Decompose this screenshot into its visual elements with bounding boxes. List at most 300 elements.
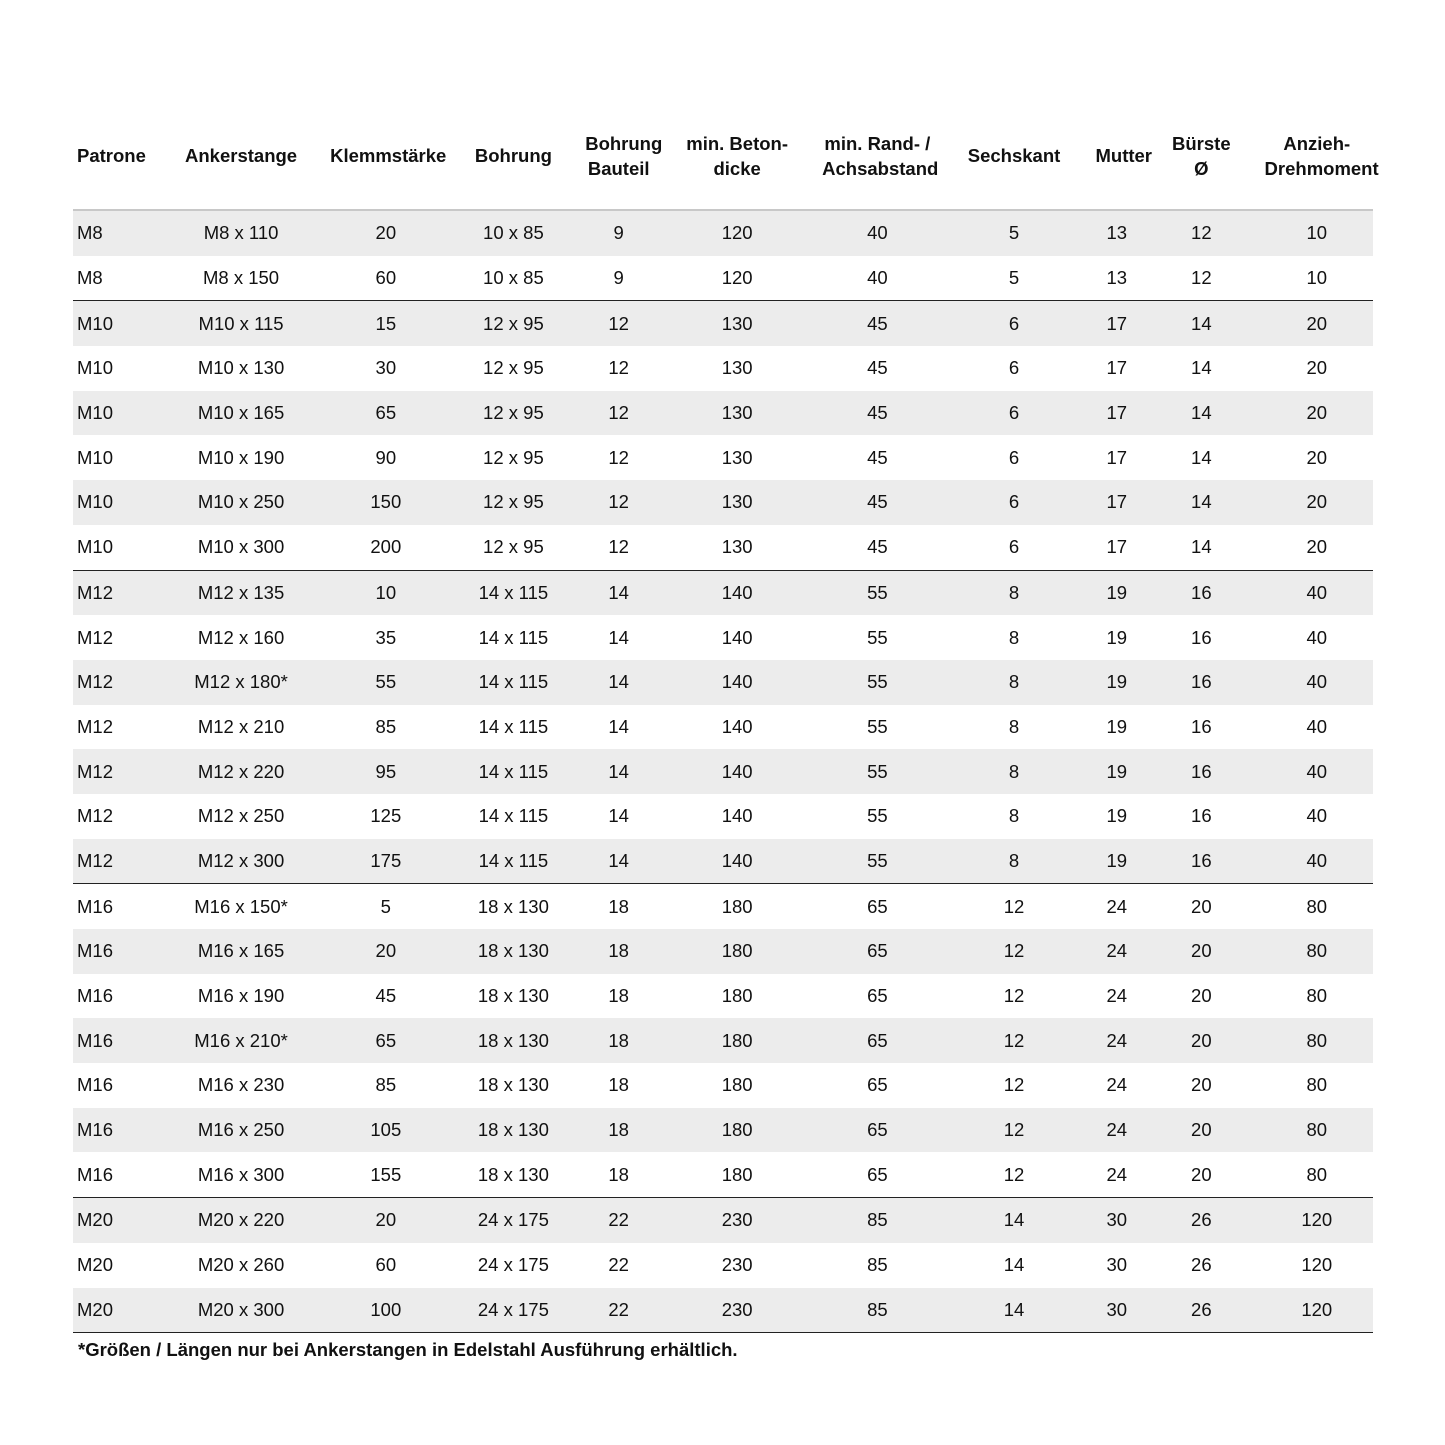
table-cell-anziehdrehmoment: 20 [1306,446,1328,468]
table-cell-patrone: M12 [73,749,156,794]
column-header-anziehdrehmoment [1261,102,1379,210]
table-cell-min-betondicke: 180 [721,895,753,917]
table-cell-anziehdrehmoment: 80 [1306,985,1328,1007]
column-header-line: Bauteil [587,157,650,179]
table-cell-bohrung: 14 x 115 [446,749,582,794]
table-cell-klemmstaerke: 5 [380,895,391,917]
table-cell-ankerstange: M20 x 260 [197,1254,285,1276]
table-cell-patrone: M20 [77,1254,113,1276]
footnote: *Größen / Längen nur bei Ankerstangen in Edelstahl Ausführung erhältlich. [78,1339,738,1360]
table-cell-mutter: 17 [1091,301,1142,346]
table-cell-bohrung-bauteil: 22 [581,1288,656,1333]
table-cell-bohrung-bauteil: 12 [581,480,656,525]
table-cell-anziehdrehmoment: 80 [1261,1018,1373,1063]
table-cell-min-betondicke: 180 [721,1074,753,1096]
table-cell-bohrung: 18 x 130 [477,1074,549,1096]
table-row [73,1063,1373,1108]
table-cell-patrone: M12 [77,805,113,827]
table-cell-min-betondicke: 230 [656,1288,818,1333]
table-cell-anziehdrehmoment: 20 [1261,525,1373,570]
table-cell-min-rand-achsabstand: 45 [867,357,888,379]
table-cell-ankerstange: M20 x 300 [156,1288,326,1333]
table-cell-buerste: 16 [1142,749,1260,794]
table-row [73,210,1373,256]
table-cell-klemmstaerke: 65 [326,391,445,436]
table-cell-min-rand-achsabstand: 85 [818,1198,936,1243]
table-cell-bohrung: 12 x 95 [446,391,582,436]
table-cell-patrone: M10 [73,480,156,525]
table-cell-ankerstange: M12 x 220 [156,749,326,794]
table-cell-bohrung-bauteil: 12 [581,525,656,570]
table-cell-buerste: 14 [1142,480,1260,525]
table-cell-sechskant: 6 [937,525,1092,570]
column-header-line: dicke [713,157,761,179]
table-cell-bohrung-bauteil: 9 [581,256,656,301]
table-cell-anziehdrehmoment: 40 [1261,660,1373,705]
table-cell-buerste: 16 [1191,626,1212,648]
column-header-line: Ø [1194,157,1209,179]
table-cell-ankerstange: M10 x 115 [156,301,326,346]
table-cell-klemmstaerke: 65 [326,1018,445,1063]
table-cell-min-rand-achsabstand: 55 [867,805,888,827]
table-cell-min-betondicke: 140 [656,839,818,884]
table-cell-ankerstange: M20 x 220 [156,1198,326,1243]
table-cell-bohrung: 24 x 175 [477,1254,549,1276]
table-cell-buerste: 26 [1142,1198,1260,1243]
table-cell-sechskant: 12 [937,1108,1092,1153]
table-cell-sechskant: 6 [937,301,1092,346]
table-cell-patrone: M20 [73,1288,156,1333]
table-cell-mutter: 24 [1091,1152,1142,1197]
table-cell-anziehdrehmoment: 80 [1306,1074,1328,1096]
table-cell-sechskant: 14 [937,1198,1092,1243]
table-row [73,256,1373,301]
column-header-line: min. Rand- / [824,132,931,154]
table-cell-patrone: M16 [73,1018,156,1063]
table-cell-mutter: 17 [1106,357,1128,379]
table-cell-klemmstaerke: 175 [326,839,445,884]
table-cell-klemmstaerke: 10 [326,570,445,615]
table-cell-bohrung: 18 x 130 [477,895,549,917]
table-cell-anziehdrehmoment: 40 [1261,749,1373,794]
table-cell-bohrung-bauteil: 12 [608,446,629,468]
table-cell-bohrung-bauteil: 22 [581,1198,656,1243]
table-cell-patrone: M12 [73,660,156,705]
table-cell-bohrung: 18 x 130 [446,1018,582,1063]
table-cell-bohrung: 10 x 85 [446,256,582,301]
table-cell-mutter: 19 [1091,660,1142,705]
table-row [73,435,1373,480]
table-cell-sechskant: 8 [1008,626,1020,648]
table-cell-klemmstaerke: 20 [326,1198,445,1243]
table-cell-sechskant: 12 [937,1152,1092,1197]
column-header-line: Drehmoment [1264,157,1379,179]
table-cell-anziehdrehmoment: 120 [1261,1288,1373,1333]
table-cell-ankerstange: M16 x 190 [197,985,285,1007]
table-cell-mutter: 19 [1091,749,1142,794]
table-cell-patrone: M16 [77,895,113,917]
table-cell-bohrung-bauteil: 18 [581,929,656,974]
table-cell-min-rand-achsabstand: 55 [867,715,888,737]
table-cell-mutter: 30 [1091,1288,1142,1333]
column-header-line: Anzieh- [1283,132,1351,154]
table-row [73,1288,1373,1333]
table-row [73,929,1373,974]
table-cell-anziehdrehmoment: 80 [1261,929,1373,974]
table-cell-klemmstaerke: 15 [326,301,445,346]
table-cell-min-betondicke: 180 [656,1018,818,1063]
table-cell-mutter: 24 [1106,1074,1128,1096]
table-cell-sechskant: 14 [1003,1254,1025,1276]
table-cell-min-betondicke: 140 [656,570,818,615]
table-cell-mutter: 17 [1091,480,1142,525]
table-cell-mutter: 19 [1106,626,1128,648]
table-cell-mutter: 19 [1091,570,1142,615]
table-cell-bohrung-bauteil: 14 [581,660,656,705]
table-cell-bohrung: 14 x 115 [478,805,549,827]
table-cell-sechskant: 12 [1003,1074,1025,1096]
table-cell-anziehdrehmoment: 120 [1301,1254,1333,1276]
table-cell-anziehdrehmoment: 10 [1261,210,1373,256]
column-header-line: Achsabstand [822,157,939,179]
table-cell-buerste: 14 [1142,301,1260,346]
table-header [73,102,1379,210]
table-cell-mutter: 24 [1091,1018,1142,1063]
table-cell-min-rand-achsabstand: 40 [818,256,936,301]
column-header-line: Patrone [77,145,146,166]
table-cell-min-rand-achsabstand: 65 [818,1152,936,1197]
table-cell-bohrung-bauteil: 18 [608,895,629,917]
table-cell-klemmstaerke: 20 [326,929,445,974]
table-cell-patrone: M16 [77,985,113,1007]
table-cell-min-rand-achsabstand: 55 [818,839,936,884]
table-row [73,839,1373,884]
table-row [73,884,1373,929]
column-header-min-betondicke [656,102,818,210]
table-cell-bohrung: 12 x 95 [446,301,582,346]
table-cell-anziehdrehmoment: 40 [1306,626,1328,648]
table-cell-buerste: 20 [1142,1108,1260,1153]
table-cell-bohrung: 12 x 95 [446,480,582,525]
table-cell-buerste: 20 [1142,929,1260,974]
table-cell-min-rand-achsabstand: 65 [818,1108,936,1153]
table-cell-min-rand-achsabstand: 40 [818,210,936,256]
table-cell-bohrung: 24 x 175 [446,1198,582,1243]
table-cell-bohrung-bauteil: 14 [581,839,656,884]
table-cell-bohrung-bauteil: 12 [581,301,656,346]
table-cell-patrone: M10 [73,391,156,436]
table-row [73,301,1373,346]
table-cell-bohrung-bauteil: 18 [581,1108,656,1153]
table-cell-min-rand-achsabstand: 45 [818,391,936,436]
table-body [73,210,1373,1333]
table-cell-bohrung: 18 x 130 [477,985,549,1007]
table-cell-bohrung-bauteil: 22 [608,1254,629,1276]
table-cell-min-betondicke: 130 [656,525,818,570]
table-cell-min-rand-achsabstand: 65 [867,985,888,1007]
table-cell-patrone: M20 [73,1198,156,1243]
column-header-buerste [1142,102,1260,210]
table-cell-klemmstaerke: 55 [326,660,445,705]
table-cell-sechskant: 6 [1008,357,1020,379]
table-cell-patrone: M16 [73,929,156,974]
table-cell-min-betondicke: 140 [656,749,818,794]
table-cell-sechskant: 8 [937,749,1092,794]
table-cell-mutter: 19 [1106,715,1128,737]
table-cell-ankerstange: M8 x 110 [156,210,326,256]
table-cell-ankerstange: M12 x 180* [156,660,326,705]
table-cell-min-rand-achsabstand: 55 [818,570,936,615]
table-cell-anziehdrehmoment: 80 [1306,895,1328,917]
table-row [73,1152,1373,1197]
table-cell-min-rand-achsabstand: 45 [818,480,936,525]
column-header-line: Sechskant [967,145,1061,166]
table-cell-klemmstaerke: 30 [375,357,397,379]
table-cell-buerste: 16 [1142,570,1260,615]
table-cell-bohrung-bauteil: 14 [608,805,629,827]
table-cell-ankerstange: M10 x 130 [197,357,285,379]
table-cell-mutter: 19 [1091,839,1142,884]
table-cell-bohrung: 10 x 85 [446,210,582,256]
table-row [73,1198,1373,1243]
column-header-sechskant [937,102,1092,210]
table-cell-buerste: 16 [1191,805,1212,827]
table-cell-min-rand-achsabstand: 65 [818,1018,936,1063]
column-header-line: Bohrung [474,145,552,166]
table-cell-ankerstange: M12 x 210 [197,715,285,737]
table-cell-mutter: 24 [1091,929,1142,974]
table-cell-klemmstaerke: 60 [375,1254,397,1276]
table-cell-bohrung: 18 x 130 [446,1152,582,1197]
table-cell-buerste: 20 [1142,1018,1260,1063]
table-cell-bohrung-bauteil: 14 [581,749,656,794]
table-cell-patrone: M10 [77,357,113,379]
table-cell-min-rand-achsabstand: 55 [818,749,936,794]
table-cell-min-betondicke: 180 [656,929,818,974]
table-cell-bohrung: 14 x 115 [446,839,582,884]
table-cell-bohrung: 14 x 115 [446,570,582,615]
table-cell-anziehdrehmoment: 40 [1261,839,1373,884]
table-cell-ankerstange: M16 x 230 [197,1074,285,1096]
table-row [73,749,1373,794]
column-header-line: Bürste [1172,132,1231,154]
table-cell-ankerstange: M10 x 165 [156,391,326,436]
column-header-line: Bohrung [585,132,663,154]
table-cell-anziehdrehmoment: 80 [1261,1152,1373,1197]
table-cell-anziehdrehmoment: 20 [1261,391,1373,436]
table-cell-sechskant: 8 [1008,805,1020,827]
header-row [73,102,1373,210]
table-cell-min-betondicke: 130 [656,301,818,346]
table-cell-bohrung-bauteil: 14 [608,715,629,737]
table-cell-bohrung-bauteil: 18 [581,1152,656,1197]
table-cell-bohrung: 18 x 130 [446,1108,582,1153]
table-cell-anziehdrehmoment: 10 [1261,256,1373,301]
table-cell-anziehdrehmoment: 120 [1261,1198,1373,1243]
table-cell-ankerstange: M16 x 150* [194,895,288,917]
table-cell-min-betondicke: 140 [721,805,753,827]
table-cell-ankerstange: M12 x 160 [197,626,285,648]
table-cell-bohrung-bauteil: 12 [608,357,629,379]
table-row [73,1018,1373,1063]
table-cell-klemmstaerke: 85 [375,715,397,737]
table-cell-ankerstange: M16 x 300 [156,1152,326,1197]
table-cell-bohrung: 14 x 115 [478,715,549,737]
table-cell-ankerstange: M16 x 250 [156,1108,326,1153]
table-cell-min-rand-achsabstand: 85 [818,1288,936,1333]
table-cell-sechskant: 5 [937,210,1092,256]
table-cell-buerste: 20 [1191,895,1212,917]
table-cell-ankerstange: M10 x 190 [197,446,285,468]
table-cell-min-rand-achsabstand: 85 [867,1254,888,1276]
column-header-bohrung [446,102,582,210]
table-cell-min-betondicke: 130 [721,446,753,468]
table-cell-klemmstaerke: 90 [375,446,397,468]
table-row [73,525,1373,570]
table-cell-anziehdrehmoment: 40 [1306,715,1328,737]
table-row [73,480,1373,525]
table-cell-buerste: 14 [1191,357,1212,379]
table-cell-min-rand-achsabstand: 55 [867,626,888,648]
table-cell-klemmstaerke: 125 [370,805,402,827]
table-cell-klemmstaerke: 105 [326,1108,445,1153]
anchor-spec-table [73,102,1379,1333]
table-cell-buerste: 12 [1142,210,1260,256]
table-cell-patrone: M8 [73,256,156,301]
table-cell-buerste: 20 [1191,1074,1212,1096]
table-cell-buerste: 14 [1191,446,1212,468]
table-cell-buerste: 16 [1191,715,1212,737]
table-cell-min-betondicke: 230 [721,1254,753,1276]
table-cell-sechskant: 6 [937,480,1092,525]
table-row [73,570,1373,615]
table-cell-klemmstaerke: 45 [375,985,397,1007]
table-cell-bohrung: 12 x 95 [483,446,544,468]
table-cell-klemmstaerke: 20 [326,210,445,256]
column-header-bohrung-bauteil [581,102,663,210]
table-cell-bohrung: 14 x 115 [446,660,582,705]
table-row [73,391,1373,436]
table-cell-buerste: 12 [1142,256,1260,301]
table-cell-anziehdrehmoment: 40 [1306,805,1328,827]
table-cell-anziehdrehmoment: 20 [1306,357,1328,379]
table-cell-mutter: 17 [1091,525,1142,570]
table-cell-patrone: M8 [73,210,156,256]
table-cell-sechskant: 8 [937,660,1092,705]
column-header-line: Mutter [1095,145,1153,166]
table-cell-sechskant: 8 [937,570,1092,615]
table-cell-klemmstaerke: 95 [326,749,445,794]
table-cell-patrone: M12 [77,715,113,737]
table-row [73,615,1373,660]
table-cell-klemmstaerke: 155 [326,1152,445,1197]
table-row [73,974,1373,1019]
table-cell-min-rand-achsabstand: 65 [818,929,936,974]
table-cell-patrone: M10 [73,525,156,570]
column-header-klemmstaerke [326,102,445,210]
table-cell-sechskant: 8 [937,839,1092,884]
table-cell-mutter: 17 [1106,446,1128,468]
table-cell-min-betondicke: 130 [656,391,818,436]
table-row [73,705,1373,750]
table-row [73,1108,1373,1153]
table-cell-mutter: 13 [1091,210,1142,256]
table-cell-mutter: 30 [1091,1198,1142,1243]
table-cell-min-betondicke: 180 [656,1152,818,1197]
table-cell-klemmstaerke: 200 [326,525,445,570]
table-cell-sechskant: 6 [1008,446,1020,468]
table-cell-buerste: 16 [1142,660,1260,705]
table-cell-patrone: M16 [77,1074,113,1096]
table-cell-anziehdrehmoment: 80 [1261,1108,1373,1153]
table-cell-buerste: 26 [1142,1288,1260,1333]
table-cell-min-rand-achsabstand: 45 [818,525,936,570]
table-cell-bohrung: 24 x 175 [446,1288,582,1333]
table-cell-patrone: M10 [77,446,113,468]
table-cell-patrone: M12 [73,839,156,884]
table-cell-mutter: 24 [1106,895,1128,917]
table-cell-anziehdrehmoment: 20 [1261,480,1373,525]
column-header-line: min. Beton- [686,132,788,154]
table-cell-min-rand-achsabstand: 65 [867,1074,888,1096]
table-cell-sechskant: 6 [937,391,1092,436]
column-header-ankerstange [156,102,326,210]
table-cell-min-betondicke: 130 [656,480,818,525]
table-row [73,346,1373,391]
table-cell-bohrung-bauteil: 18 [581,1018,656,1063]
table-cell-min-rand-achsabstand: 65 [867,895,888,917]
table-cell-bohrung-bauteil: 14 [608,626,629,648]
table-cell-min-rand-achsabstand: 45 [818,301,936,346]
table-cell-klemmstaerke: 85 [375,1074,397,1096]
table-cell-min-betondicke: 130 [721,357,753,379]
table-cell-buerste: 20 [1142,1152,1260,1197]
column-header-line: Klemmstärke [330,145,447,166]
table-cell-sechskant: 8 [1008,715,1020,737]
column-header-line: Ankerstange [185,145,298,166]
table-cell-min-betondicke: 230 [656,1198,818,1243]
table-cell-min-betondicke: 140 [721,715,753,737]
table-cell-patrone: M16 [73,1152,156,1197]
table-cell-min-betondicke: 120 [656,210,818,256]
table-cell-ankerstange: M12 x 300 [156,839,326,884]
table-cell-ankerstange: M12 x 135 [156,570,326,615]
table-cell-patrone: M12 [73,570,156,615]
table-cell-min-betondicke: 140 [656,660,818,705]
table-cell-ankerstange: M10 x 300 [156,525,326,570]
table-cell-sechskant: 14 [937,1288,1092,1333]
table-cell-ankerstange: M16 x 210* [156,1018,326,1063]
table-cell-bohrung: 18 x 130 [446,929,582,974]
table-cell-ankerstange: M12 x 250 [197,805,285,827]
table-cell-sechskant: 12 [937,1018,1092,1063]
table-cell-min-betondicke: 120 [656,256,818,301]
table-cell-patrone: M10 [73,301,156,346]
table-cell-min-betondicke: 180 [656,1108,818,1153]
table-cell-sechskant: 5 [937,256,1092,301]
table-cell-klemmstaerke: 35 [375,626,397,648]
table-cell-patrone: M16 [73,1108,156,1153]
table-cell-klemmstaerke: 100 [326,1288,445,1333]
column-header-patrone [73,102,156,210]
table-row [73,660,1373,705]
table-cell-ankerstange: M10 x 250 [156,480,326,525]
table-cell-bohrung-bauteil: 12 [581,391,656,436]
table-cell-mutter: 13 [1091,256,1142,301]
table-cell-min-rand-achsabstand: 55 [818,660,936,705]
table-cell-min-betondicke: 140 [721,626,753,648]
table-cell-mutter: 17 [1091,391,1142,436]
